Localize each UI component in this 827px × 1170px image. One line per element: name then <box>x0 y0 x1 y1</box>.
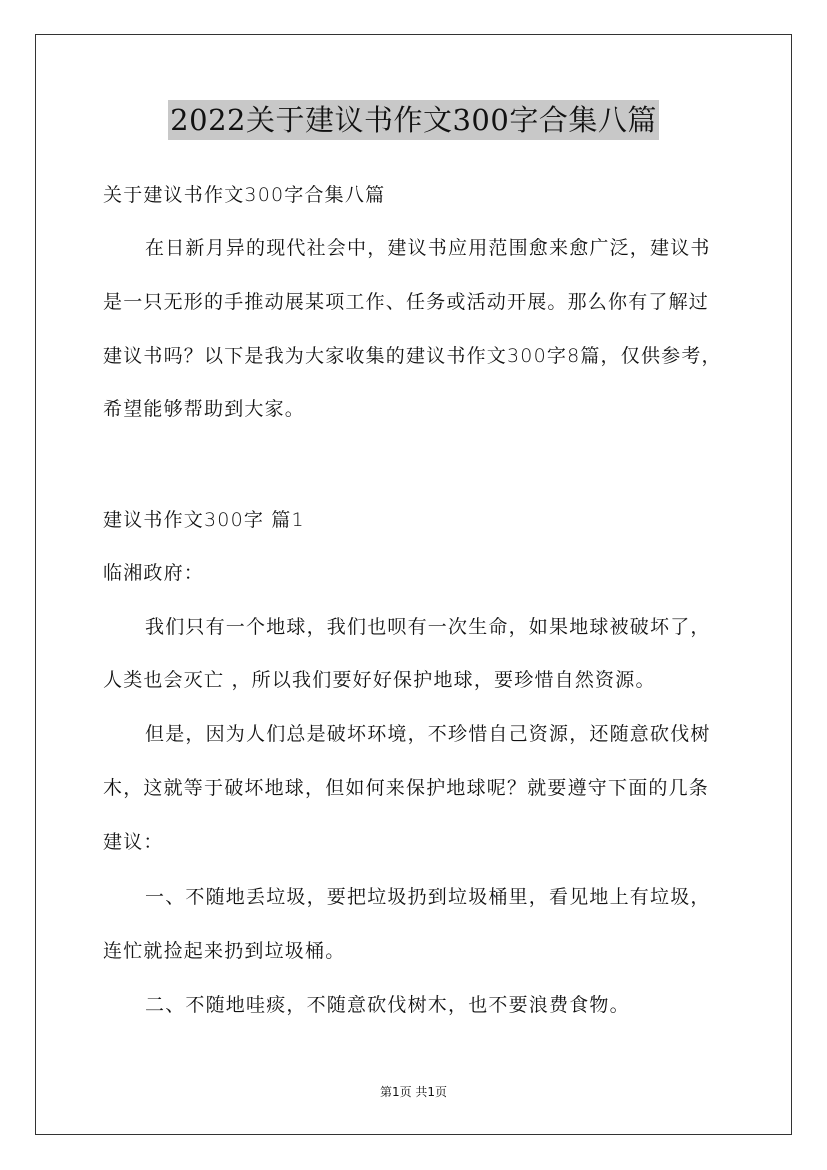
body-line: 我们只有一个地球，我们也呗有一次生命，如果地球被破坏了， <box>145 616 711 638</box>
document-subtitle: 关于建议书作文300字合集八篇 <box>103 184 386 206</box>
intro-line: 在日新月异的现代社会中，建议书应用范围愈来愈广泛，建议书 <box>145 237 711 259</box>
intro-line: 希望能够帮助到大家。 <box>103 398 306 420</box>
page-number: 第1页 共1页 <box>379 1085 448 1099</box>
section-heading: 建议书作文300字 篇1 <box>103 509 305 531</box>
body-line: 但是，因为人们总是破坏环境，不珍惜自己资源，还随意砍伐树 <box>145 723 711 745</box>
body-line: 一、不随地丢垃圾，要把垃圾扔到垃圾桶里，看见地上有垃圾， <box>145 886 711 908</box>
body-line: 建议： <box>103 831 164 853</box>
body-line: 连忙就捡起来扔到垃圾桶。 <box>103 940 346 962</box>
body-line: 木，这就等于破坏地球，但如何来保护地球呢？就要遵守下面的几条 <box>103 777 710 799</box>
document-title: 2022关于建议书作文300字合集八篇 <box>168 100 659 140</box>
intro-line: 建议书吗？以下是我为大家收集的建议书作文300字8篇，仅供参考， <box>103 345 722 367</box>
intro-line: 是一只无形的手推动展某项工作、任务或活动开展。那么你有了解过 <box>103 291 710 313</box>
title-container <box>0 100 827 140</box>
body-line: 人类也会灭亡 ，所以我们要好好保护地球，要珍惜自然资源。 <box>103 669 656 691</box>
salutation: 临湘政府： <box>103 562 205 584</box>
body-line: 二、不随地哇痰，不随意砍伐树木，也不要浪费食物。 <box>145 994 630 1016</box>
